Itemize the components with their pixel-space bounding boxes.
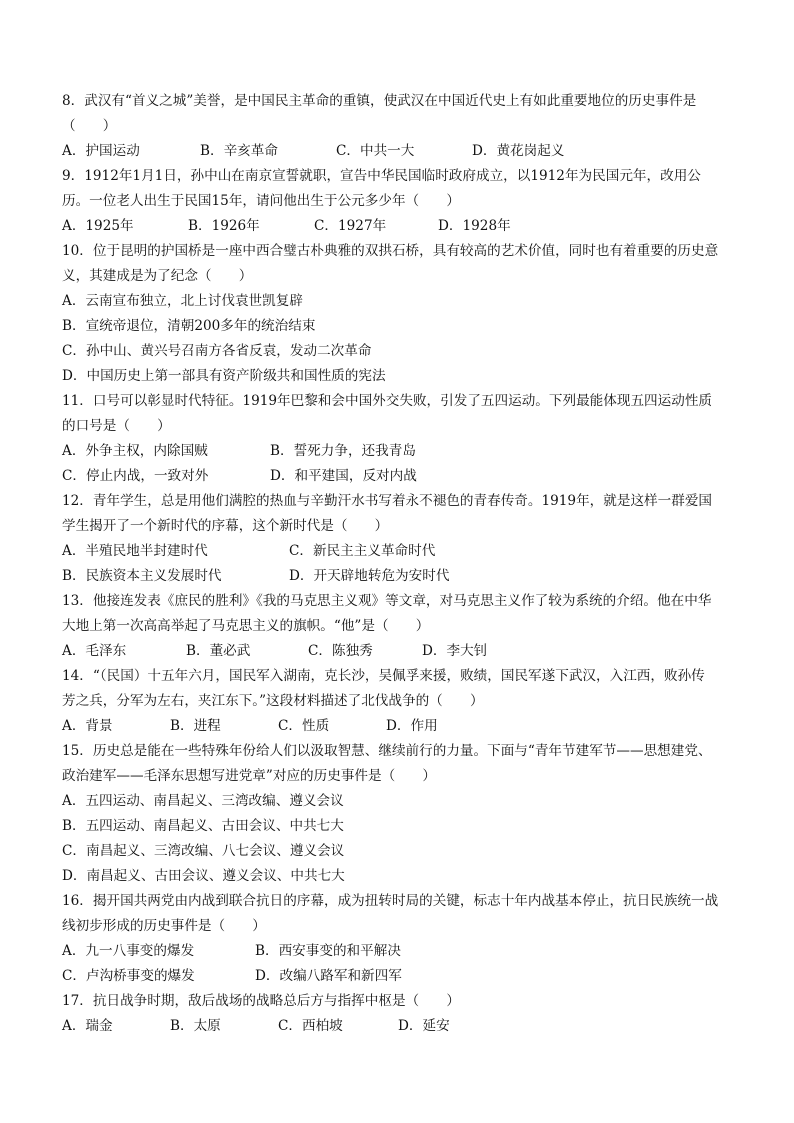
question-12-option-b[interactable]: B．民族资本主义发展时代 xyxy=(62,568,222,584)
question-10-option-b[interactable]: B．宣统帝退位，清朝200多年的统治结束 xyxy=(62,318,316,334)
question-17-option-c[interactable]: C．西柏坡 xyxy=(278,1018,343,1034)
question-9-option-a[interactable]: A．1925年 xyxy=(62,218,134,234)
question-9-option-b[interactable]: B．1926年 xyxy=(188,218,260,234)
question-16-option-c[interactable]: C．卢沟桥事变的爆发 xyxy=(62,968,195,984)
question-16-option-b[interactable]: B．西安事变的和平解决 xyxy=(255,943,401,959)
question-17-option-b[interactable]: B．太原 xyxy=(170,1018,221,1034)
question-14-option-d[interactable]: D．作用 xyxy=(386,718,438,734)
question-8-option-c[interactable]: C．中共一大 xyxy=(336,143,415,159)
question-8-option-a[interactable]: A．护国运动 xyxy=(62,143,140,159)
question-8-option-b[interactable]: B．辛亥革命 xyxy=(200,143,278,159)
question-9-option-d[interactable]: D．1928年 xyxy=(438,218,511,234)
question-8-option-d[interactable]: D．黄花岗起义 xyxy=(472,143,565,159)
question-14-option-b[interactable]: B．进程 xyxy=(170,718,221,734)
question-14-stem-line-2: 芳之兵，分军为左右，夹江东下。”这段材料描述了北伐战争的（ ） xyxy=(62,693,484,709)
question-12-option-c[interactable]: C．新民主主义革命时代 xyxy=(289,543,436,559)
question-10-option-c[interactable]: C．孙中山、黄兴号召南方各省反袁，发动二次革命 xyxy=(62,343,372,359)
question-17-stem-line-1: 17．抗日战争时期，敌后战场的战略总后方与指挥中枢是（ ） xyxy=(62,993,460,1009)
question-15-stem-line-2: 政治建军——毛泽东思想写进党章”对应的历史事件是（ ） xyxy=(62,768,436,784)
question-15-option-b[interactable]: B．五四运动、南昌起义、古田会议、中共七大 xyxy=(62,818,344,834)
question-10-option-a[interactable]: A．云南宣布独立，北上讨伐袁世凯复辟 xyxy=(62,293,303,309)
question-9-option-c[interactable]: C．1927年 xyxy=(314,218,387,234)
question-15-stem-line-1: 15．历史总是能在一些特殊年份给人们以汲取智慧、继续前行的力量。下面与“青年节建军节——思想建党、 xyxy=(62,743,712,759)
question-15-option-d[interactable]: D．南昌起义、古田会议、遵义会议、中共七大 xyxy=(62,868,345,884)
question-11-option-b[interactable]: B．誓死力争，还我青岛 xyxy=(270,443,416,459)
question-12-option-d[interactable]: D．开天辟地转危为安时代 xyxy=(289,568,450,584)
question-13-option-c[interactable]: C．陈独秀 xyxy=(308,643,373,659)
question-12-option-a[interactable]: A．半殖民地半封建时代 xyxy=(62,543,208,559)
question-10-stem-line-1: 10．位于昆明的护国桥是一座中西合璧古朴典雅的双拱石桥，具有较高的艺术价值，同时也有着重要的历史意 xyxy=(62,243,719,259)
question-16-stem-line-2: 线初步形成的历史事件是（ ） xyxy=(62,918,266,934)
question-14-stem-line-1: 14．“（民国）十五年六月，国民军入湖南，克长沙，吴佩孚来援，败绩，国民军遂下武汉，入江西，败孙传 xyxy=(62,668,705,684)
question-10-option-d[interactable]: D．中国历史上第一部具有资产阶级共和国性质的宪法 xyxy=(62,368,386,384)
question-16-option-d[interactable]: D．改编八路军和新四军 xyxy=(255,968,402,984)
question-15-option-a[interactable]: A．五四运动、南昌起义、三湾改编、遵义会议 xyxy=(62,793,344,809)
question-8-stem-line-1: 8．武汉有“首义之城”美誉，是中国民主革命的重镇，使武汉在中国近代史上有如此重要地位的历史事件是 xyxy=(62,93,697,109)
question-13-stem-line-2: 大地上第一次高高举起了马克思主义的旗帜。“他”是（ ） xyxy=(62,618,430,634)
question-9-stem-line-2: 历。一位老人出生于民国15年，请问他出生于公元多少年（ ） xyxy=(62,193,460,209)
question-10-stem-line-2: 义，其建成是为了纪念（ ） xyxy=(62,268,253,284)
question-14-option-c[interactable]: C．性质 xyxy=(278,718,330,734)
question-11-option-c[interactable]: C．停止内战，一致对外 xyxy=(62,468,209,484)
question-16-stem-line-1: 16．揭开国共两党由内战到联合抗日的序幕，成为扭转时局的关键，标志十年内战基本停止，抗日民族统一战 xyxy=(62,893,719,909)
question-8-stem-line-2: （ ） xyxy=(62,118,117,134)
question-17-option-a[interactable]: A．瑞金 xyxy=(62,1018,113,1034)
question-15-option-c[interactable]: C．南昌起义、三湾改编、八七会议、遵义会议 xyxy=(62,843,345,859)
question-11-option-a[interactable]: A．外争主权，内除国贼 xyxy=(62,443,208,459)
question-13-option-a[interactable]: A．毛泽东 xyxy=(62,643,127,659)
question-12-stem-line-1: 12．青年学生，总是用他们满腔的热血与辛勤汗水书写着永不褪色的青春传奇。1919年，就是这样一群爱国 xyxy=(62,493,713,509)
question-16-option-a[interactable]: A．九一八事变的爆发 xyxy=(62,943,195,959)
question-12-stem-line-2: 学生揭开了一个新时代的序幕，这个新时代是（ ） xyxy=(62,518,389,534)
question-11-stem-line-2: 的口号是（ ） xyxy=(62,418,171,434)
question-13-stem-line-1: 13．他接连发表《庶民的胜利》《我的马克思主义观》等文章，对马克思主义作了较为系统的介绍。他在中华 xyxy=(62,593,712,609)
question-17-option-d[interactable]: D．延安 xyxy=(398,1018,450,1034)
question-13-option-d[interactable]: D．李大钊 xyxy=(422,643,488,659)
question-11-option-d[interactable]: D．和平建国，反对内战 xyxy=(270,468,417,484)
question-9-stem-line-1: 9．1912年1月1日，孙中山在南京宣誓就职，宣告中华民国临时政府成立，以1912年为民国元年，改用公 xyxy=(62,168,701,184)
question-11-stem-line-1: 11．口号可以彰显时代特征。1919年巴黎和会中国外交失败，引发了五四运动。下列最能体现五四运动性质 xyxy=(62,393,713,409)
question-13-option-b[interactable]: B．董必武 xyxy=(186,643,251,659)
question-14-option-a[interactable]: A．背景 xyxy=(62,718,113,734)
